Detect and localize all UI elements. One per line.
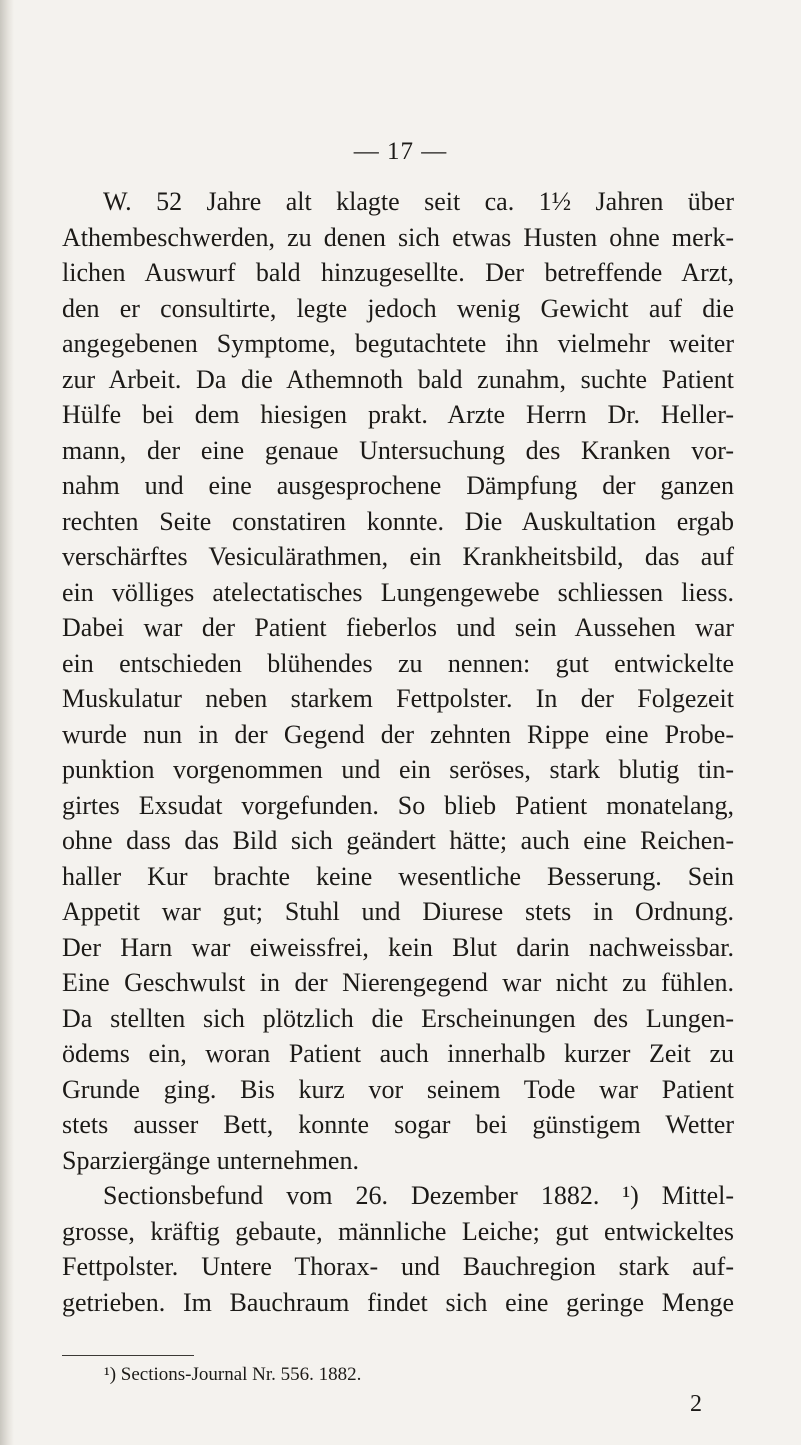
page-binding-edge [0, 0, 14, 1445]
text-line: lichen Auswurf bald hinzugesellte. Der betreffende Arzt, [62, 258, 734, 287]
text-line: Athembeschwerden, zu denen sich etwas Husten ohne merk- [62, 222, 734, 252]
text-line: den er consultirte, legte jedoch wenig Gewicht auf die [62, 293, 734, 323]
text-line: ein völliges atelectatisches Lungengewebe schliessen liess. [62, 577, 734, 607]
text-line: Fettpolster. Untere Thorax- und Bauchregion stark auf- [62, 1252, 734, 1281]
text-line: Da stellten sich plötzlich die Erscheinungen des Lungen- [62, 1003, 734, 1033]
text-line: mann, der eine genaue Untersuchung des Kranken vor- [62, 435, 734, 465]
text-line: Muskulatur neben starkem Fettpolster. In der Folgezeit [62, 684, 734, 713]
footnote-divider [62, 1355, 194, 1356]
text-line: ein entschieden blühendes zu nennen: gut entwickelte [62, 648, 734, 678]
text-line: Grunde ging. Bis kurz vor seinem Tode war Patient [62, 1074, 734, 1104]
text-line: grosse, kräftig gebaute, männliche Leiche; gut entwickeltes [62, 1216, 734, 1246]
text-line: W. 52 Jahre alt klagte seit ca. 1½ Jahren über [103, 187, 734, 216]
text-line: nahm und eine ausgesprochene Dämpfung der ganzen [62, 471, 734, 500]
text-line: angegebenen Symptome, begutachtete ihn vielmehr weiter [62, 329, 734, 358]
text-line: verschärftes Vesiculärathmen, ein Krankheitsbild, das auf [62, 542, 734, 571]
text-line: Dabei war der Patient fieberlos und sein Aussehen war [62, 613, 734, 642]
text-line: Der Harn war eiweissfrei, kein Blut darin nachweissbar. [62, 932, 734, 962]
text-line: rechten Seite constatiren konnte. Die Auskultation ergab [62, 506, 734, 536]
body-text [62, 184, 734, 1320]
text-line: zur Arbeit. Da die Athemnoth bald zunahm, suchte Patient [62, 364, 734, 394]
text-line: stets ausser Bett, konnte sogar bei günstigem Wetter [62, 1110, 734, 1139]
text-line: Appetit war gut; Stuhl und Diurese stets in Ordnung. [62, 897, 734, 926]
text-line: ödems ein, woran Patient auch innerhalb kurzer Zeit zu [62, 1039, 734, 1068]
text-line: Sparziergänge unternehmen. [62, 1145, 359, 1175]
text-line: ohne dass das Bild sich geändert hätte; auch eine Reichen- [62, 826, 734, 855]
text-line: getrieben. Im Bauchraum findet sich eine geringe Menge [62, 1287, 734, 1317]
footnote: ¹) Sections-Journal Nr. 556. 1882. [104, 1364, 362, 1385]
text-line: Sectionsbefund vom 26. Dezember 1882. ¹) Mittel- [103, 1181, 734, 1210]
text-line: Eine Geschwulst in der Nierengegend war nicht zu fühlen. [62, 968, 734, 997]
text-line: punktion vorgenommen und ein seröses, stark blutig tin- [62, 755, 734, 784]
text-line: girtes Exsudat vorgefunden. So blieb Patient monatelang, [62, 790, 734, 820]
page-number: — 17 — [353, 138, 448, 165]
text-line: wurde nun in der Gegend der zehnten Rippe eine Probe- [62, 719, 734, 749]
text-line: Hülfe bei dem hiesigen prakt. Arzte Herrn Dr. Heller- [62, 400, 734, 429]
text-line: haller Kur brachte keine wesentliche Besserung. Sein [62, 861, 734, 891]
signature-mark: 2 [690, 1391, 702, 1417]
